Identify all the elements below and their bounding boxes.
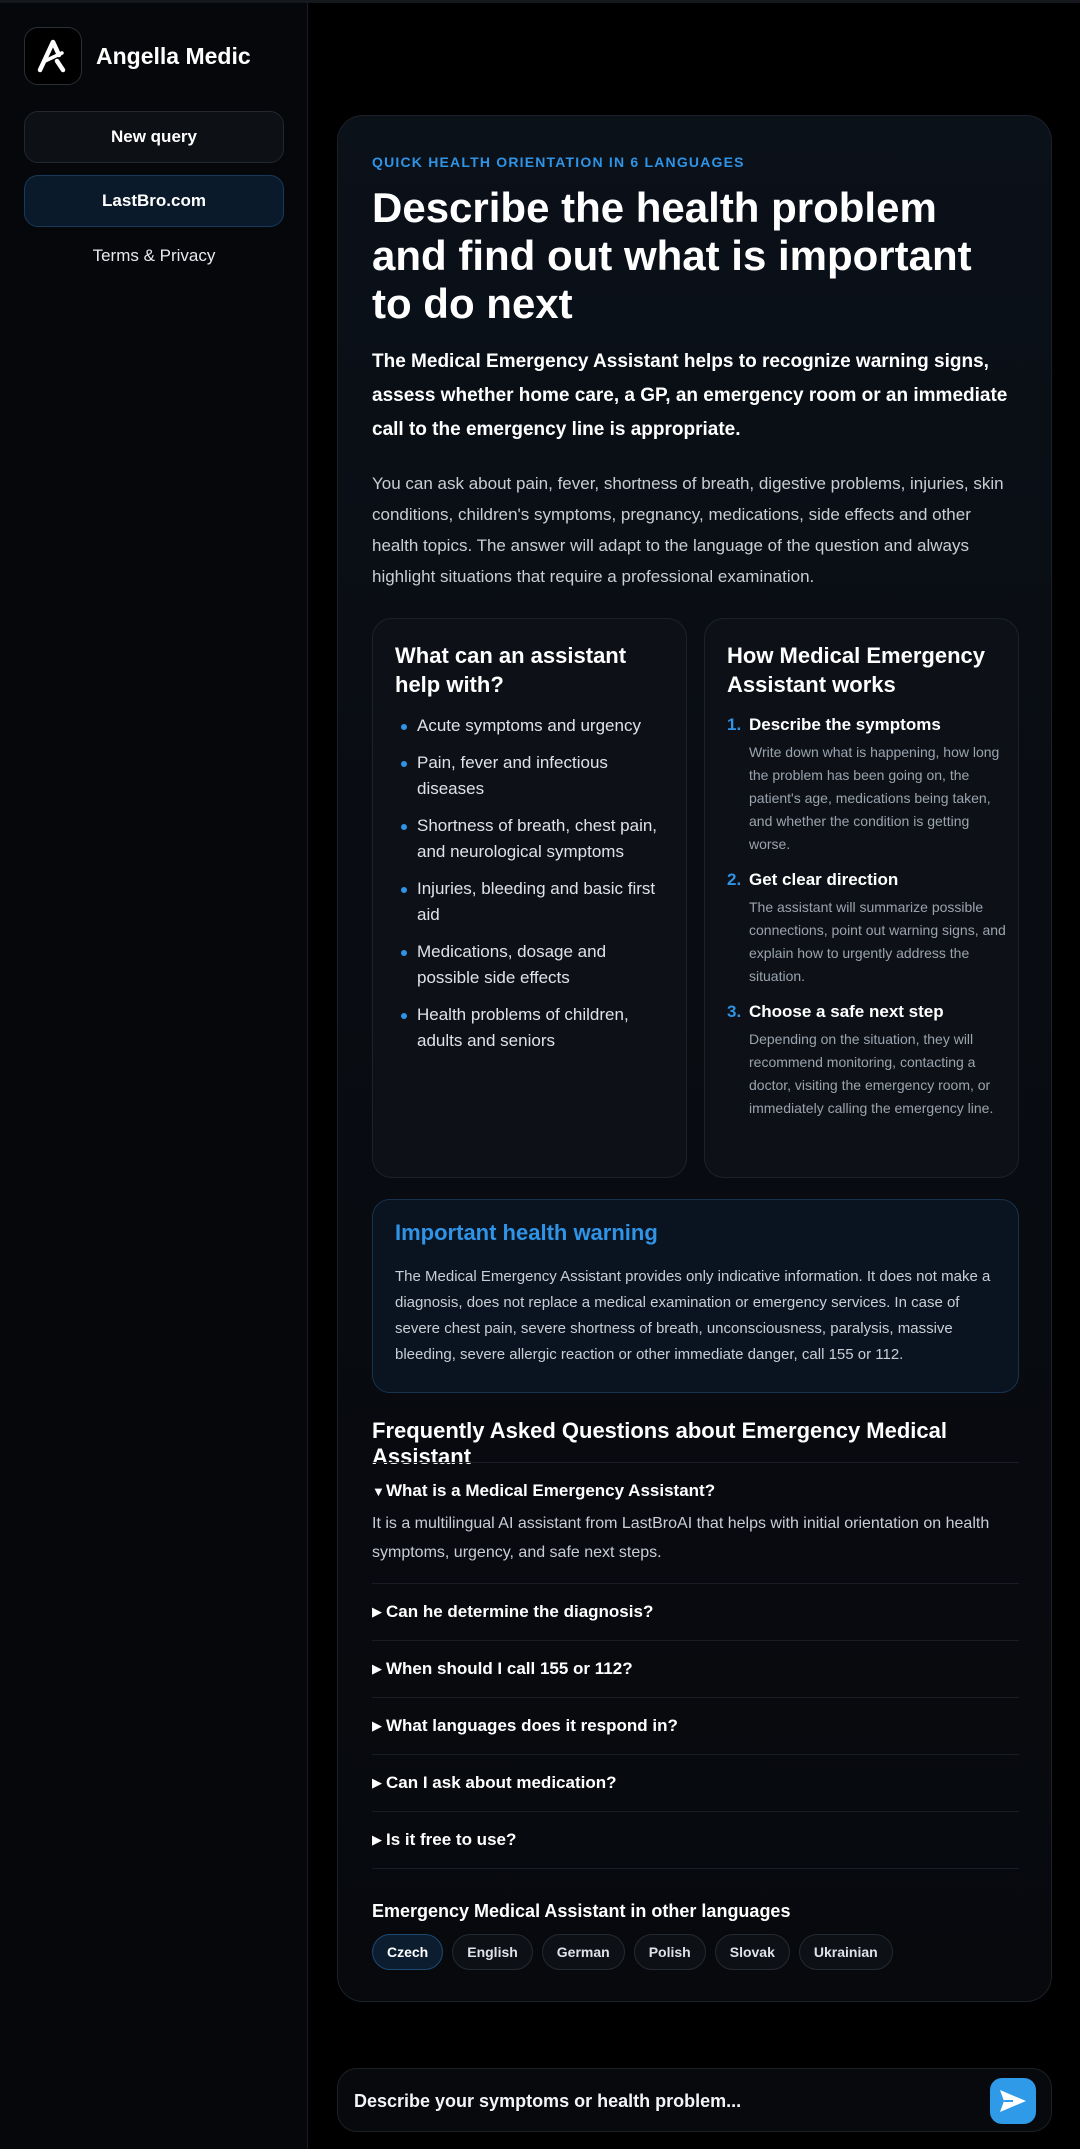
bullet-icon	[401, 1013, 407, 1019]
bullet-icon	[401, 950, 407, 956]
step-title: Get clear direction	[749, 870, 899, 889]
language-chip-polish[interactable]: Polish	[634, 1934, 706, 1970]
step-number: 1.	[727, 715, 742, 734]
warning-title: Important health warning	[395, 1220, 658, 1245]
bullet-icon	[401, 824, 407, 830]
lead-paragraph: The Medical Emergency Assistant helps to recognize warning signs, assess whether home care, a GP, an emergency room or an immediate call to the emergency line is appropriate.	[372, 351, 1008, 440]
steps-list	[727, 713, 1012, 1132]
faq-question: Can he determine the diagnosis?	[386, 1602, 654, 1621]
caret-right-icon: ▶	[372, 1775, 382, 1790]
step-title: Describe the symptoms	[749, 715, 941, 734]
page-title: Describe the health problem and find out what is important to do next	[372, 184, 972, 327]
sidebar	[0, 3, 308, 2149]
caret-down-icon: ▼	[372, 1483, 385, 1499]
faq-question-toggle[interactable]	[372, 1812, 1019, 1868]
faq-item	[372, 1811, 1019, 1868]
help-panel-title: What can an assistant help with?	[395, 643, 627, 697]
bullet-icon	[401, 887, 407, 893]
angella-logo-icon	[24, 27, 82, 85]
list-item	[395, 1002, 665, 1054]
list-item-text: Acute symptoms and urgency	[417, 716, 641, 735]
health-warning-box	[372, 1199, 1019, 1393]
languages-title: Emergency Medical Assistant in other languages	[372, 1901, 791, 1921]
faq-question: Can I ask about medication?	[386, 1773, 617, 1792]
step-description: The assistant will summarize possible connections, point out warning signs, and explain how to urgently address the situation.	[749, 899, 1006, 984]
app-name: Angella Medic	[96, 42, 251, 69]
language-chip-ukrainian[interactable]: Ukrainian	[799, 1934, 893, 1970]
how-it-works-title: How Medical Emergency Assistant works	[727, 643, 985, 697]
faq-list	[372, 1462, 1019, 1869]
faq-answer: It is a multilingual AI assistant from LastBroAI that helps with initial orientation on health symptoms, urgency, and safe next steps.	[372, 1515, 990, 1561]
send-button[interactable]	[990, 2078, 1036, 2124]
step-number: 2.	[727, 870, 742, 889]
faq-question: What languages does it respond in?	[386, 1716, 678, 1735]
faq-item	[372, 1640, 1019, 1697]
list-item	[395, 750, 665, 802]
faq-title: Frequently Asked Questions about Emergency Medical Assistant	[372, 1418, 947, 1469]
faq-question-toggle[interactable]	[372, 1584, 1019, 1640]
list-item-text: Injuries, bleeding and basic first aid	[417, 879, 656, 924]
language-chip-english[interactable]: English	[452, 1934, 533, 1970]
language-chip-slovak[interactable]: Slovak	[715, 1934, 790, 1970]
list-item	[395, 713, 665, 739]
bullet-icon	[401, 761, 407, 767]
step-description: Write down what is happening, how long the problem has been going on, the patient's age, medications being taken, and whether the condition is getting worse.	[749, 744, 1000, 852]
list-item	[395, 939, 665, 991]
main-card	[337, 115, 1052, 2002]
list-item-text: Shortness of breath, chest pain, and neurological symptoms	[417, 816, 658, 861]
how-it-works-panel	[704, 618, 1019, 1178]
warning-text: The Medical Emergency Assistant provides only indicative information. It does not make a diagnosis, does not replace a medical examination or emergency services. In case of severe chest pain, severe shortness of breath, unconsciousness, paralysis, massive bleeding, severe allergic reaction or other immediate danger, call 155 or 112.	[395, 1268, 991, 1363]
terms-privacy-link[interactable]: Terms & Privacy	[92, 246, 216, 265]
caret-right-icon: ▶	[372, 1832, 382, 1847]
faq-question-toggle[interactable]	[372, 1698, 1019, 1754]
caret-right-icon: ▶	[372, 1604, 382, 1619]
symptoms-input[interactable]	[354, 2081, 954, 2121]
help-list	[395, 713, 665, 1065]
language-chip-czech[interactable]: Czech	[372, 1934, 443, 1970]
step-description: Depending on the situation, they will recommend monitoring, contacting a doctor, visiting the emergency room, or immediately calling the emergency line.	[749, 1031, 994, 1116]
help-panel	[372, 618, 687, 1178]
new-query-button[interactable]: New query	[24, 111, 284, 163]
list-item-text: Medications, dosage and possible side effects	[417, 942, 607, 987]
list-item	[395, 876, 665, 928]
step-item	[727, 1000, 1012, 1120]
faq-question: When should I call 155 or 112?	[386, 1659, 633, 1678]
caret-right-icon: ▶	[372, 1661, 382, 1676]
composer	[337, 2068, 1052, 2132]
lastbro-link-button[interactable]: LastBro.com	[24, 175, 284, 227]
faq-item	[372, 1462, 1019, 1583]
faq-item	[372, 1754, 1019, 1811]
faq-item	[372, 1697, 1019, 1754]
language-chip-german[interactable]: German	[542, 1934, 625, 1970]
faq-question-toggle[interactable]	[372, 1641, 1019, 1697]
list-item	[395, 813, 665, 865]
faq-question: What is a Medical Emergency Assistant?	[386, 1481, 716, 1500]
faq-question: Is it free to use?	[386, 1830, 517, 1849]
send-arrow-icon	[999, 2089, 1027, 2113]
caret-right-icon: ▶	[372, 1718, 382, 1733]
step-item	[727, 713, 1012, 856]
language-chips	[372, 1934, 902, 1970]
faq-divider	[372, 1868, 1019, 1869]
step-number: 3.	[727, 1002, 742, 1021]
bullet-icon	[401, 724, 407, 730]
list-item-text: Pain, fever and infectious diseases	[417, 753, 608, 798]
eyebrow-label: QUICK HEALTH ORIENTATION IN 6 LANGUAGES	[372, 154, 745, 170]
faq-question-toggle[interactable]	[372, 1755, 1019, 1811]
step-item	[727, 868, 1012, 988]
faq-item	[372, 1583, 1019, 1640]
step-title: Choose a safe next step	[749, 1002, 944, 1021]
list-item-text: Health problems of children, adults and seniors	[417, 1005, 629, 1050]
brand[interactable]	[24, 27, 251, 85]
intro-paragraph: You can ask about pain, fever, shortness of breath, digestive problems, injuries, skin conditions, children's symptoms, pregnancy, medications, side effects and other health topics. The answer will adapt to the language of the question and always highlight situations that require a professional examination.	[372, 474, 1004, 586]
